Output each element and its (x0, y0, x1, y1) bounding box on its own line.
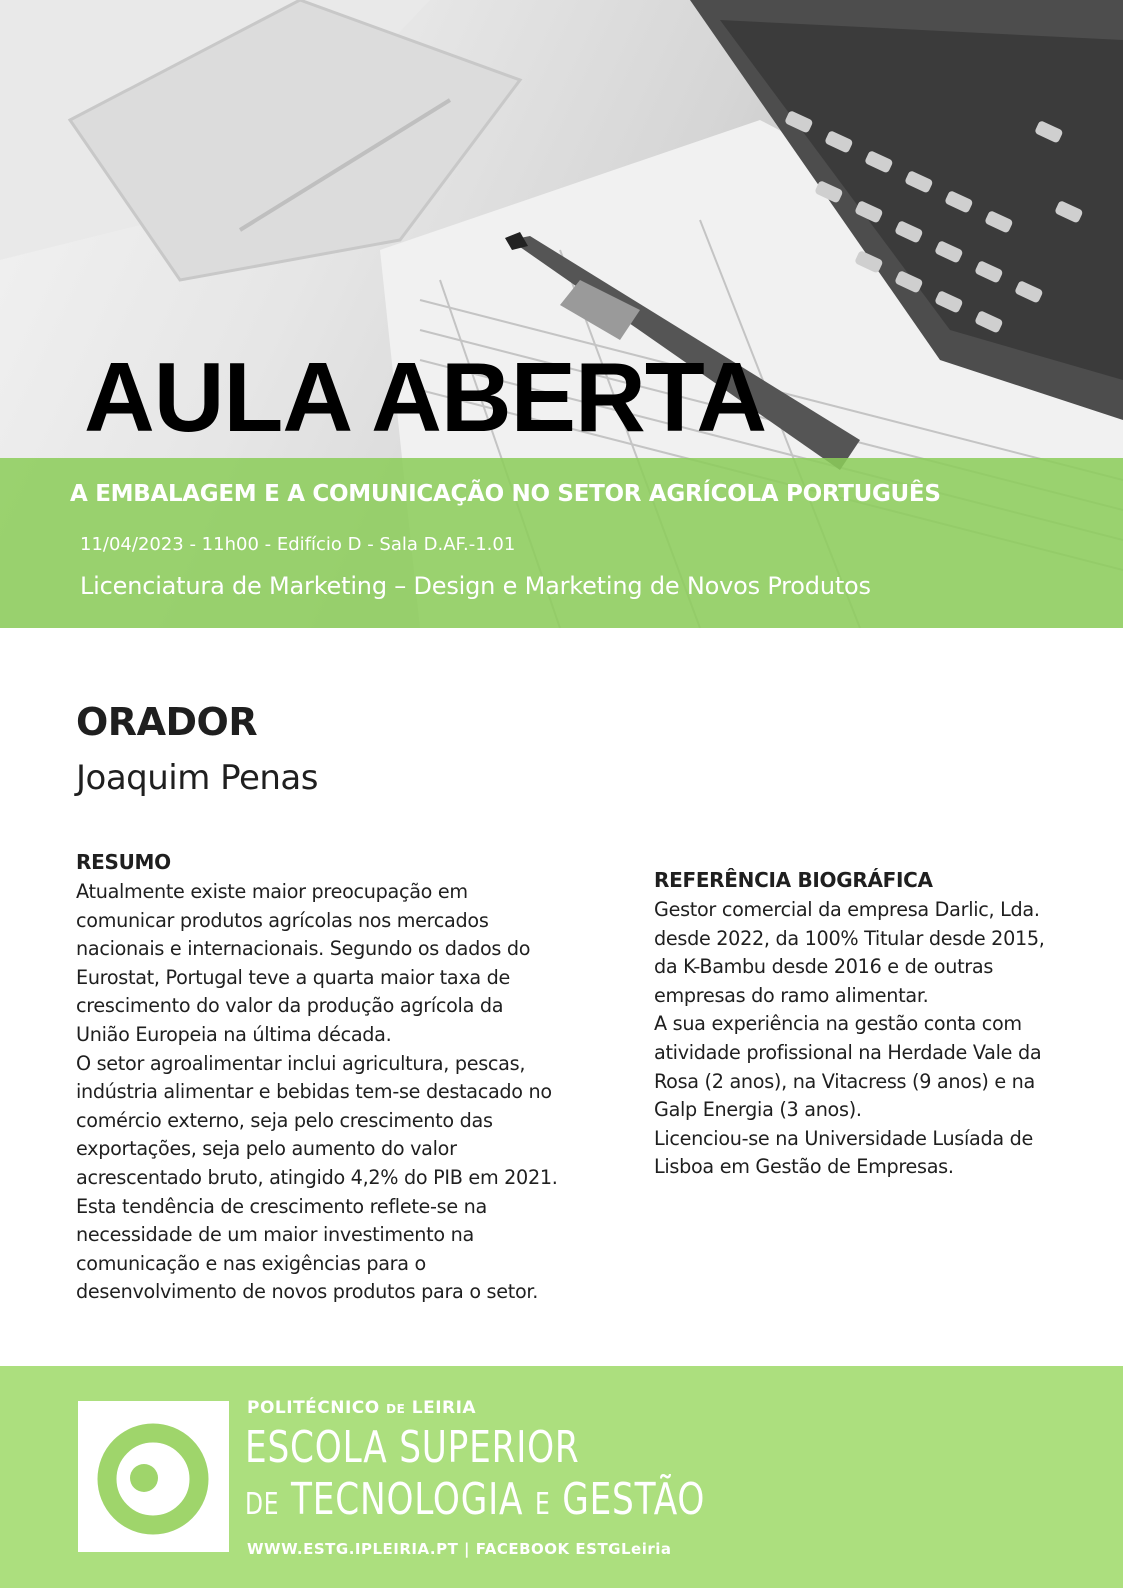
estg-circle-logo-icon (78, 1401, 229, 1552)
school-name-part: GESTÃO (550, 1474, 706, 1525)
bio-line: da K-Bambu desde 2016 e de outras (654, 955, 994, 979)
event-date-location: 11/04/2023 - 11h00 - Edifício D - Sala D.AF.-1.01 (80, 534, 516, 555)
resumo-line: comércio externo, seja pelo crescimento das (76, 1108, 493, 1132)
bio-line: Licenciou-se na Universidade Lusíada de (654, 1126, 1034, 1150)
school-name-line1: ESCOLA SUPERIOR (245, 1422, 580, 1473)
resumo-line: O setor agroalimentar inclui agricultura, pescas, (76, 1051, 526, 1075)
bio-text (654, 896, 1084, 1182)
school-name-line2 (245, 1474, 705, 1525)
resumo-text (76, 878, 586, 1307)
school-name-de: DE (245, 1487, 280, 1522)
bio-line: atividade profissional na Herdade Vale da (654, 1040, 1042, 1064)
bio-line: Gestor comercial da empresa Darlic, Lda. (654, 898, 1040, 921)
resumo-line: comunicação e nas exigências para o (76, 1251, 426, 1275)
event-subtitle: A EMBALAGEM E A COMUNICAÇÃO NO SETOR AGRÍCOLA PORTUGUÊS (70, 481, 941, 507)
school-name-part: TECNOLOGIA (279, 1474, 535, 1525)
bio-heading: REFERÊNCIA BIOGRÁFICA (654, 868, 933, 892)
resumo-line: acrescentado bruto, atingido 4,2% do PIB em 2021. (76, 1165, 558, 1189)
resumo-heading: RESUMO (76, 850, 171, 874)
institution-name-part: POLITÉCNICO (247, 1398, 387, 1418)
resumo-line: desenvolvimento de novos produtos para o setor. (76, 1280, 539, 1304)
bio-line: Lisboa em Gestão de Empresas. (654, 1155, 954, 1179)
resumo-line: Esta tendência de crescimento reflete-se na (76, 1194, 488, 1218)
bio-section (654, 868, 1084, 1182)
footer-banner (0, 1366, 1123, 1588)
school-name-e: E (534, 1487, 551, 1522)
institution-name-part: LEIRIA (405, 1398, 477, 1418)
resumo-line: exportações, seja pelo aumento do valor (76, 1137, 457, 1161)
resumo-line: Eurostat, Portugal teve a quarta maior taxa de (76, 965, 511, 989)
resumo-line: indústria alimentar e bebidas tem-se destacado no (76, 1080, 552, 1104)
speaker-heading: ORADOR (76, 700, 258, 744)
bio-line: A sua experiência na gestão conta com (654, 1012, 1022, 1036)
bio-line: desde 2022, da 100% Titular desde 2015, (654, 926, 1045, 950)
event-course: Licenciatura de Marketing – Design e Marketing de Novos Produtos (80, 572, 871, 600)
footer-links[interactable]: WWW.ESTG.IPLEIRIA.PT | FACEBOOK ESTGLeiria (247, 1540, 672, 1558)
resumo-line: necessidade de um maior investimento na (76, 1223, 474, 1247)
bio-line: empresas do ramo alimentar. (654, 983, 929, 1007)
resumo-line: Atualmente existe maior preocupação em (76, 880, 468, 903)
resumo-line: comunicar produtos agrícolas nos mercados (76, 908, 489, 932)
resumo-section (76, 850, 586, 1307)
bio-line: Rosa (2 anos), na Vitacress (9 anos) e na (654, 1069, 1035, 1093)
header-photo (0, 0, 1123, 628)
resumo-line: crescimento do valor da produção agrícola da (76, 994, 504, 1018)
institution-name (247, 1398, 476, 1418)
institution-name-de: DE (386, 1402, 406, 1416)
bio-line: Galp Energia (3 anos). (654, 1098, 862, 1122)
event-title: AULA ABERTA (84, 342, 767, 452)
resumo-line: nacionais e internacionais. Segundo os dados do (76, 937, 531, 961)
event-info-band (0, 458, 1123, 628)
resumo-line: União Europeia na última década. (76, 1022, 392, 1046)
speaker-name: Joaquim Penas (76, 758, 318, 798)
